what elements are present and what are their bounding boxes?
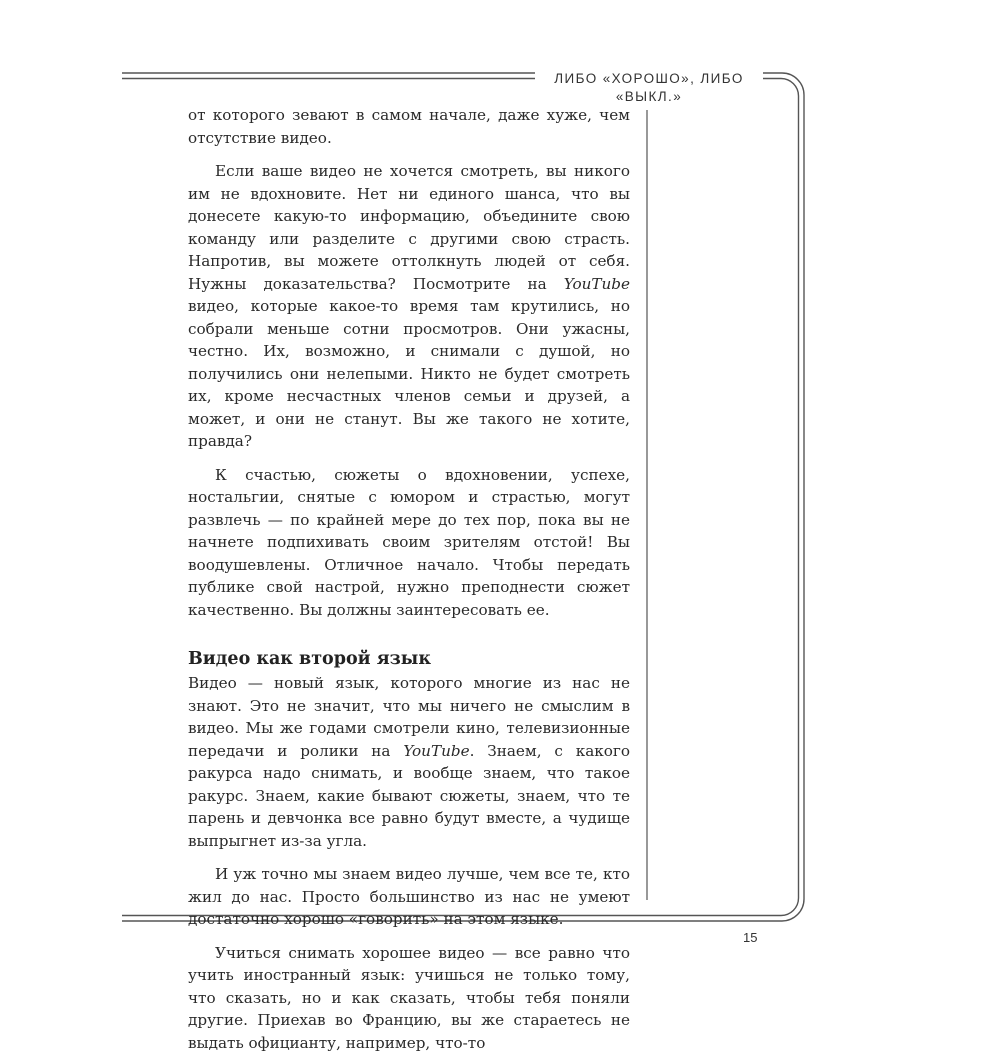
youtube-emphasis: YouTube xyxy=(564,275,630,293)
paragraph-text: видео, которые какое-то время там крутились, но собрали меньше сотни просмотров. Они ужасны, честно. Их, возможно, и снимали с душой, но получились они нелепыми. Никто не будет смотреть их, кроме несчастных членов семьи и друзей, а может, и они не станут. Вы же такого не хотите, правда? xyxy=(188,297,630,450)
paragraph-continued: от которого зевают в самом начале, даже хуже, чем отсутствие видео. xyxy=(188,104,630,149)
paragraph xyxy=(188,672,630,852)
paragraph: К счастью, сюжеты о вдохновении, успехе, ностальгии, снятые с юмором и страстью, могут развлечь — по крайней мере до тех пор, пока вы не начнете подпихивать своим зрителям отстой! Вы воодушевлены. Отличное начало. Чтобы передать публике свой настрой, нужно преподнести сюжет качественно. Вы должны заинтересовать ее. xyxy=(188,464,630,622)
paragraph xyxy=(188,160,630,453)
page-number: 15 xyxy=(743,930,757,945)
running-head: ЛИБО «ХОРОШО», ЛИБО «ВЫКЛ.» xyxy=(535,70,763,106)
paragraph-text: Если ваше видео не хочется смотреть, вы никого им не вдохновите. Нет ни единого шанса, что вы донесете какую-то информацию, объедините свою команду или разделите с другими свою страсть. Напротив, вы можете оттолкнуть людей от себя. Нужны доказательства? Посмотрите на xyxy=(188,162,630,293)
section-heading: Видео как второй язык xyxy=(188,646,630,672)
youtube-emphasis: YouTube xyxy=(403,742,469,760)
body-text-column xyxy=(188,104,630,1054)
paragraph-text: Видео — новый язык, которого многие из нас не знают. Это не значит, что мы ничего не смыслим в видео. Мы же годами смотрели кино, телевизионные передачи и ролики на xyxy=(188,674,630,760)
paragraph-text: . Знаем, с какого ракурса надо снимать, и вообще знаем, что такое ракурс. Знаем, какие бывают сюжеты, знаем, что те парень и девчонка все равно будут вместе, а чудище выпрыгнет из-за угла. xyxy=(188,742,630,850)
paragraph: Учиться снимать хорошее видео — все равно что учить иностранный язык: учишься не только тому, что сказать, но и как сказать, чтобы тебя поняли другие. Приехав во Францию, вы же стараетесь не выдать официанту, например, что-то xyxy=(188,942,630,1054)
paragraph: И уж точно мы знаем видео лучше, чем все те, кто жил до нас. Просто большинство из нас не умеют достаточно хорошо «говорить» на этом языке. xyxy=(188,863,630,931)
